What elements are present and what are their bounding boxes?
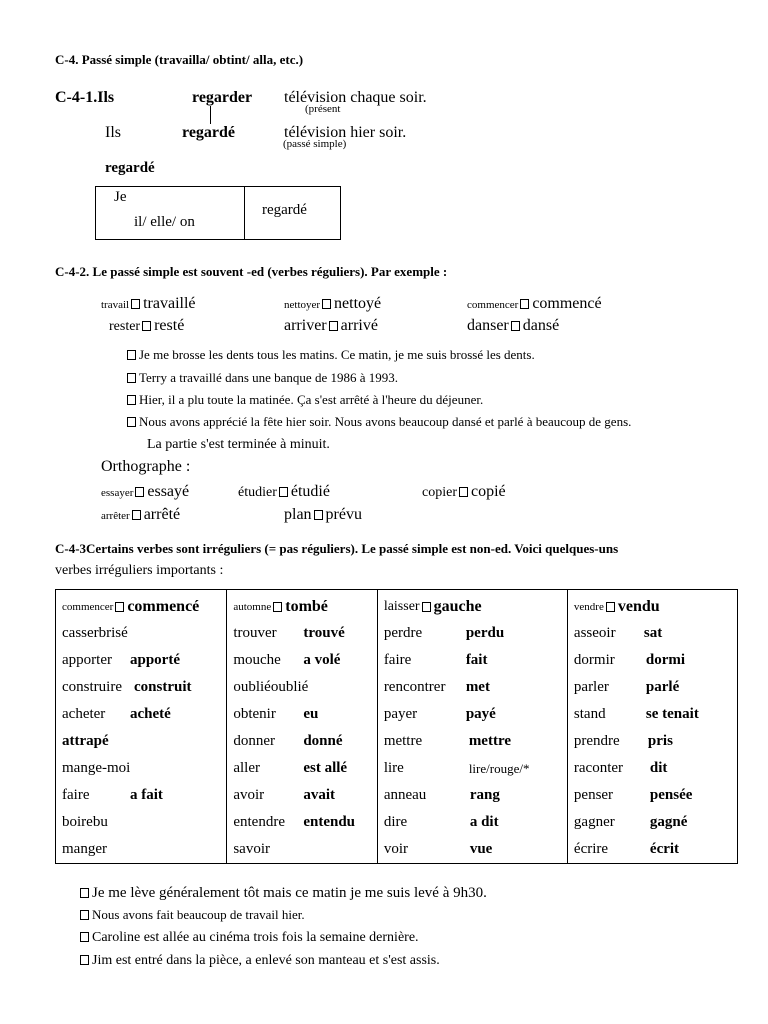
verb-infinitive: boirebu [62,814,108,830]
c42-pair-past: travaillé [143,295,196,312]
verb-infinitive: aller [233,760,260,776]
verb-infinitive: prendre [573,733,620,749]
verbs-column-head [384,593,567,620]
verb-row [233,647,376,674]
verb-row [62,836,226,863]
verb-infinitive: faire [383,652,412,668]
verb-past: dormi [645,652,686,668]
c43-example-text: Nous avons fait beaucoup de travail hier. [92,907,305,922]
c42-ortho-past: étudié [290,483,330,500]
bullet-box-icon [80,888,89,898]
verb-past: rang [469,787,500,803]
verb-row [384,809,567,836]
c43-example [78,908,305,923]
c42-example [125,415,631,430]
verb-infinitive: voir [383,841,408,857]
head-past: gauche [433,597,482,615]
bullet-box-icon [127,395,136,405]
section-title: C-4. Passé simple (travailla/ obtint/ alla, etc.) [55,52,304,67]
verb-infinitive: savoir [233,841,271,857]
c42-ortho-pair [238,483,330,501]
verb-infinitive: stand [573,706,606,722]
c41-note-present: (présent [305,103,341,115]
c41-phrase-past: télévision hier soir. [284,124,407,141]
c42-pair [284,295,381,313]
head-inf: laisser [383,598,420,614]
verb-row [574,755,737,782]
verb-row [62,782,226,809]
c42-pair [101,295,196,313]
c42-ortho-past: arrêté [143,506,181,523]
verb-past: pensée [649,787,693,803]
arrow-box-icon [511,321,520,331]
verb-row [384,674,567,701]
verb-infinitive: gagner [573,814,615,830]
verb-row [233,674,376,701]
c42-pair-inf: commencer [467,299,519,311]
verb-infinitive: acheter [62,706,106,722]
verb-infinitive: apporter [62,652,112,668]
verbs-column-head [574,593,737,620]
verb-row [574,836,737,863]
c42-ortho-inf: essayer [101,487,134,499]
verb-row [62,728,226,755]
verb-row [574,647,737,674]
arrow-box-icon [314,510,323,520]
verb-row [62,701,226,728]
c42-pair [467,295,602,313]
verb-past: attrapé [62,733,109,749]
verb-row [574,782,737,809]
verb-infinitive: lire [383,760,404,776]
c42-ortho-inf: étudier [238,485,277,500]
verb-past: payé [465,706,496,722]
verb-infinitive: écrire [573,841,609,857]
verb-infinitive: entendre [233,814,285,830]
verb-past: avait [303,787,336,803]
verb-infinitive: dire [383,814,408,830]
verb-row [62,647,226,674]
c43-example-text: Jim est entré dans la pièce, a enlevé son manteau et s'est assis. [92,953,440,968]
verb-infinitive: mettre [383,733,423,749]
verb-infinitive: raconter [573,760,624,776]
arrow-box-icon [322,299,331,309]
verb-infinitive: oubliéoublié [233,679,309,695]
verb-row [233,755,376,782]
c43-example [78,930,419,946]
verb-row [384,701,567,728]
c42-ortho-pair [422,483,506,501]
verb-past: fait [465,652,488,668]
verb-infinitive: mange-moi [62,760,131,776]
verbs-column [227,590,377,864]
verb-infinitive: donner [233,733,275,749]
c43-example [78,953,440,969]
verb-row [233,836,376,863]
verb-past: construit [134,679,192,695]
verb-past: parlé [645,679,680,695]
arrow-box-icon [459,487,468,497]
verb-row [233,782,376,809]
head-inf: commencer [62,600,114,613]
verb-row [62,674,226,701]
verb-infinitive: trouver [233,625,277,641]
c42-pair-inf: rester [109,319,141,334]
c42-example [125,348,535,363]
verb-infinitive: payer [383,706,418,722]
verbs-column [377,590,567,864]
verb-past: sat [643,625,663,641]
c41-table-row2: il/ elle/ on [134,214,195,230]
c42-pair-inf: arriver [284,317,327,334]
verb-past: mettre [468,733,511,749]
arrow-box-icon [422,602,431,612]
verb-row [233,620,376,647]
verb-past: acheté [130,706,171,722]
c42-ortho-past: copié [470,483,506,500]
verb-infinitive: asseoir [573,625,616,641]
verb-past: est allé [303,760,348,776]
verb-row [384,782,567,809]
verb-past: perdu [465,625,505,641]
verb-infinitive: parler [573,679,609,695]
bullet-box-icon [80,955,89,965]
verb-infinitive: rencontrer [383,679,446,695]
arrow-box-icon [329,321,338,331]
verbs-column [567,590,737,864]
bullet-box-icon [127,417,136,427]
verb-infinitive: faire [62,787,90,803]
verb-row [233,809,376,836]
verbs-column-head [233,593,376,620]
c42-pair-past: dansé [522,317,560,334]
c42-pair-past: nettoyé [334,295,382,312]
c42-ortho-past: prévu [325,506,362,523]
c43-title: C-4-3Certains verbes sont irréguliers (= pas réguliers). Le passé simple est non-ed. Voici quelques-uns [55,541,619,556]
verb-infinitive: anneau [383,787,427,803]
c42-pair-past: resté [154,317,185,334]
arrow-box-icon [131,299,140,309]
c42-pair-inf: danser [467,317,509,334]
irregular-verbs-table [55,589,738,864]
verb-past: dit [649,760,668,776]
c42-ortho-past: essayé [147,483,190,500]
verb-infinitive: manger [62,841,107,857]
c41-note-past: (passé simple) [283,138,347,150]
arrow-box-icon [520,299,529,309]
verb-past: eu [303,706,319,722]
head-inf: vendre [573,600,604,613]
c41-label: C-4-1.Ils [55,89,115,106]
c41-word-past: regardé [182,124,236,141]
head-inf: automne [233,600,272,613]
verb-infinitive: perdre [383,625,423,641]
c41-heading: regardé [105,160,155,176]
verb-past: met [465,679,490,695]
arrow-box-icon [115,602,124,612]
c42-title: C-4-2. Le passé simple est souvent -ed (verbes réguliers). Par exemple : [55,264,448,279]
arrow-box-icon [135,487,144,497]
head-past: tombé [285,597,328,615]
verb-infinitive: avoir [233,787,265,803]
verb-row [233,701,376,728]
verb-infinitive: obtenir [233,706,276,722]
verbs-column [56,590,227,864]
c43-example-text: Je me lève généralement tôt mais ce matin je me suis levé à 9h30. [92,885,487,901]
verb-row [384,728,567,755]
verb-row [574,620,737,647]
c42-pair [284,317,378,335]
c42-pair [467,317,559,335]
verb-past: pris [647,733,673,749]
bullet-box-icon [80,910,89,920]
verb-infinitive: construire [62,679,122,695]
verb-past: écrit [649,841,680,857]
c42-ortho-pair [101,483,189,501]
verb-row [384,620,567,647]
c42-example-text: Je me brosse les dents tous les matins. Ce matin, je me suis brossé les dents. [139,347,535,362]
c42-orthographe-heading: Orthographe : [101,458,191,475]
c41-conjugation-table [95,186,341,240]
verb-row [384,836,567,863]
arrow-box-icon [142,321,151,331]
head-past: vendu [617,597,660,615]
c42-pair [109,317,184,335]
c42-ortho-inf: plan [284,506,312,523]
verb-past: donné [303,733,343,749]
head-past: commencé [127,597,200,615]
c41-subject2: Ils [105,124,121,141]
verb-infinitive: casserbrisé [62,625,128,641]
c43-example-text: Caroline est allée au cinéma trois fois la semaine dernière. [92,930,419,945]
verb-row [384,755,567,782]
c41-table-row1: Je [114,189,127,205]
verb-row [384,647,567,674]
c42-ortho-inf: copier [422,485,457,500]
c41-table-divider [244,187,245,239]
verb-row [574,728,737,755]
c43-example [78,885,487,902]
c42-pair-inf: travail [101,299,130,311]
verb-row [574,674,737,701]
c42-example-text: Terry a travaillé dans une banque de 1986 à 1993. [139,370,398,385]
c42-ortho-pair [284,506,362,524]
c41-table-form: regardé [262,202,307,218]
verb-past: se tenait [645,706,699,722]
verb-past: trouvé [303,625,345,641]
bullet-box-icon [80,932,89,942]
arrow-box-icon [606,602,615,612]
verbs-column-head [62,593,226,620]
verb-past: vue [469,841,493,857]
arrow-box-icon [279,487,288,497]
c42-pair-inf: nettoyer [284,299,321,311]
verb-row [233,728,376,755]
verb-past: a fait [130,787,163,803]
c42-pair-past: commencé [532,295,602,312]
c42-example-cont: La partie s'est terminée à minuit. [147,437,330,452]
c42-pair-past: arrivé [340,317,378,334]
c42-example [125,393,483,408]
verb-row [62,755,226,782]
verb-past: a dit [469,814,499,830]
verb-past: entendu [303,814,356,830]
bullet-box-icon [127,350,136,360]
c42-example [125,371,398,386]
verb-row [574,701,737,728]
c42-example-text: Nous avons apprécié la fête hier soir. Nous avons beaucoup dansé et parlé à beaucoup de gens. [139,414,632,429]
verb-infinitive: mouche [233,652,281,668]
verb-past: apporté [130,652,180,668]
verb-infinitive: penser [573,787,614,803]
arrow-box-icon [273,602,282,612]
c41-word-present: regarder [192,89,253,106]
verb-past: a volé [303,652,341,668]
verb-row [62,620,226,647]
arrow-box-icon [132,510,141,520]
c42-example-text: Hier, il a plu toute la matinée. Ça s'est arrêté à l'heure du déjeuner. [139,392,484,407]
c43-subtitle: verbes irréguliers importants : [55,563,224,578]
verb-row [574,809,737,836]
verb-row [62,809,226,836]
verb-infinitive: dormir [573,652,615,668]
bullet-box-icon [127,373,136,383]
c42-ortho-pair [101,506,180,524]
c42-ortho-inf: arrêter [101,510,130,522]
c41-phrase-present: télévision chaque soir. [284,89,427,106]
c41-connector-line [210,106,211,124]
verb-past: gagné [649,814,688,830]
verb-past: lire/rouge/* [468,760,530,776]
